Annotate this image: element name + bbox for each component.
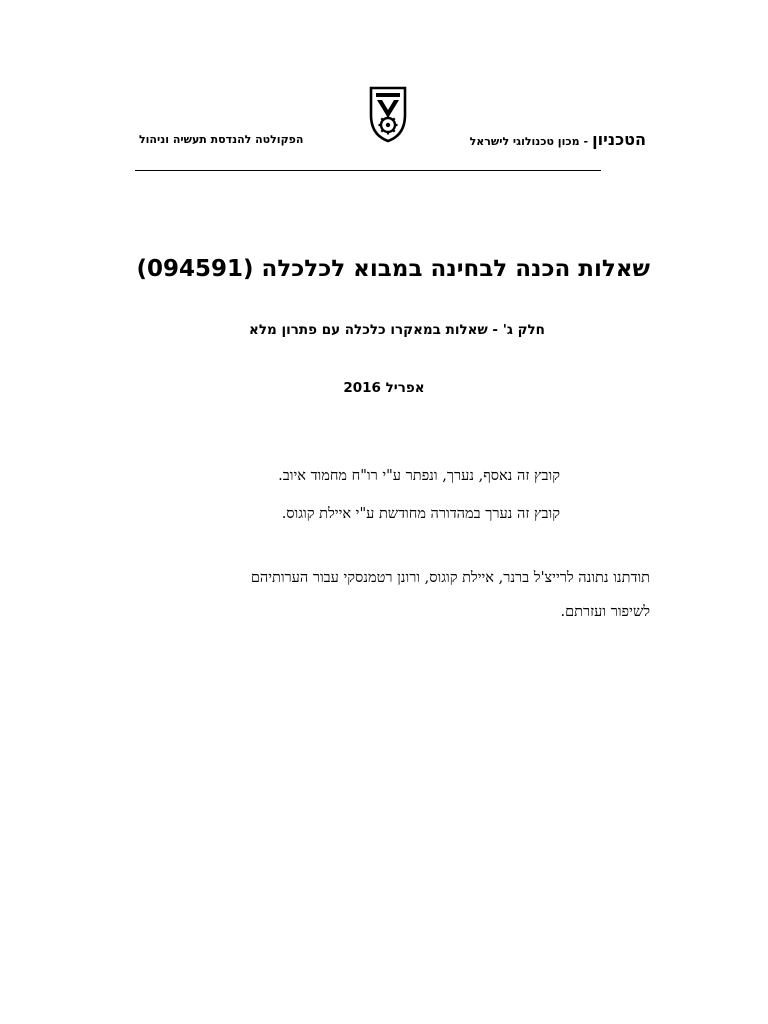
acknowledgment-line: לשיפור ועזרתם. [560,604,650,620]
institution-name: הטכניון [592,130,646,149]
credit-line: קובץ זה נערך במהדורה מחודשת ע"י איילת קוגוס. [281,506,560,522]
acknowledgment-line: תודתנו נתונה לרייצ'ל ברנר, איילת קוגוס, ורונן רטמנסקי עבור הערותיהם [250,570,650,586]
header-divider [135,170,601,171]
document-title: שאלות הכנה לבחינה במבוא לכלכלה (094591) [136,256,650,282]
header-separator: - [583,135,589,148]
institution-subtitle: מכון טכנולוגי לישראל [469,135,580,148]
institution-header [470,130,646,149]
faculty-name: הפקולטה להנדסת תעשיה וניהול [139,133,304,146]
credit-line: קובץ זה נאסף, נערך, ונפתר ע"י רו"ח מחמוד איוב. [278,468,560,484]
technion-logo-icon [368,85,408,143]
document-date: אפריל 2016 [343,380,425,396]
document-subtitle: חלק ג' - שאלות במאקרו כלכלה עם פתרון מלא [249,322,545,338]
